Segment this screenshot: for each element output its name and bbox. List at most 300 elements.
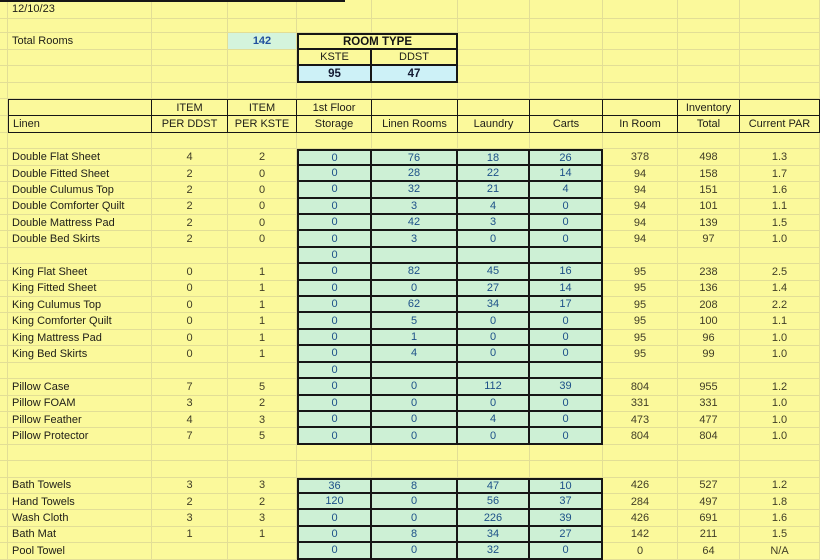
cell-carts[interactable]: [530, 133, 603, 149]
empty-cell[interactable]: [740, 50, 820, 66]
cell-per-kste[interactable]: 2: [228, 149, 297, 165]
empty-cell[interactable]: [297, 83, 372, 99]
cell-per-ddst[interactable]: 4: [152, 149, 228, 165]
cell-current-par[interactable]: 2.5: [740, 264, 820, 280]
cell-laundry[interactable]: 21: [458, 182, 530, 198]
cell-linen-rooms[interactable]: 76: [372, 149, 458, 165]
empty-cell[interactable]: [740, 66, 820, 83]
cell-linen-name[interactable]: Hand Towels: [8, 494, 152, 510]
empty-cell[interactable]: [228, 0, 297, 19]
empty-cell[interactable]: [8, 19, 152, 33]
empty-cell[interactable]: [530, 0, 603, 19]
cell-per-ddst[interactable]: 3: [152, 478, 228, 494]
cell-total[interactable]: 211: [678, 527, 740, 543]
empty-cell[interactable]: [297, 19, 372, 33]
empty-cell[interactable]: [152, 50, 228, 66]
cell-carts[interactable]: 0: [530, 231, 603, 247]
cell-linen-rooms[interactable]: 42: [372, 215, 458, 231]
cell-per-kste[interactable]: 3: [228, 478, 297, 494]
cell-laundry[interactable]: 18: [458, 149, 530, 165]
empty-cell[interactable]: [740, 33, 820, 50]
cell-total[interactable]: [678, 248, 740, 264]
cell-current-par[interactable]: 1.5: [740, 215, 820, 231]
cell-in-room[interactable]: 142: [603, 527, 678, 543]
cell-linen-rooms[interactable]: 32: [372, 182, 458, 198]
empty-cell[interactable]: [603, 19, 678, 33]
total-rooms-label[interactable]: Total Rooms: [8, 33, 152, 50]
cell-per-ddst[interactable]: 0: [152, 264, 228, 280]
cell-storage[interactable]: 0: [297, 412, 372, 428]
empty-cell[interactable]: [530, 50, 603, 66]
cell-carts[interactable]: 14: [530, 166, 603, 182]
cell-per-ddst[interactable]: 0: [152, 313, 228, 329]
cell-laundry[interactable]: 0: [458, 313, 530, 329]
cell-per-ddst[interactable]: [152, 543, 228, 559]
cell-linen-rooms[interactable]: 5: [372, 313, 458, 329]
total-rooms-value[interactable]: 142: [228, 33, 297, 50]
cell-per-ddst[interactable]: [152, 363, 228, 379]
cell-total[interactable]: [678, 133, 740, 149]
cell-laundry[interactable]: 226: [458, 510, 530, 526]
empty-cell[interactable]: [458, 0, 530, 19]
cell-laundry[interactable]: [458, 461, 530, 477]
cell-per-kste[interactable]: 2: [228, 494, 297, 510]
cell-storage[interactable]: 0: [297, 281, 372, 297]
cell-storage[interactable]: 0: [297, 330, 372, 346]
cell-current-par[interactable]: 1.7: [740, 166, 820, 182]
cell-per-kste[interactable]: [228, 543, 297, 559]
cell-storage[interactable]: 0: [297, 248, 372, 264]
cell-linen-name[interactable]: [8, 461, 152, 477]
cell-in-room[interactable]: [603, 363, 678, 379]
cell-storage[interactable]: 0: [297, 363, 372, 379]
cell-linen-name[interactable]: [8, 133, 152, 149]
cell-linen-rooms[interactable]: 1: [372, 330, 458, 346]
cell-per-ddst[interactable]: 2: [152, 166, 228, 182]
empty-cell[interactable]: [8, 66, 152, 83]
header-cell-inventory[interactable]: Inventory: [678, 99, 740, 116]
cell-in-room[interactable]: 95: [603, 281, 678, 297]
cell-current-par[interactable]: 1.3: [740, 149, 820, 165]
cell-per-ddst[interactable]: [152, 445, 228, 461]
cell-linen-rooms[interactable]: [372, 363, 458, 379]
cell-carts[interactable]: 0: [530, 543, 603, 559]
cell-in-room[interactable]: 95: [603, 330, 678, 346]
cell-laundry[interactable]: 4: [458, 412, 530, 428]
cell-per-kste[interactable]: [228, 363, 297, 379]
cell-per-ddst[interactable]: 3: [152, 510, 228, 526]
cell-storage[interactable]: 0: [297, 182, 372, 198]
cell-linen-rooms[interactable]: 0: [372, 543, 458, 559]
cell-in-room[interactable]: [603, 133, 678, 149]
cell-linen-rooms[interactable]: 3: [372, 231, 458, 247]
cell-storage[interactable]: 0: [297, 149, 372, 165]
cell-per-kste[interactable]: 5: [228, 379, 297, 395]
cell-in-room[interactable]: 473: [603, 412, 678, 428]
cell-carts[interactable]: 39: [530, 379, 603, 395]
cell-per-kste[interactable]: 2: [228, 396, 297, 412]
header-cell-storage[interactable]: Storage: [297, 116, 372, 133]
empty-cell[interactable]: [603, 0, 678, 19]
cell-linen-rooms[interactable]: [372, 133, 458, 149]
empty-cell[interactable]: [603, 50, 678, 66]
empty-cell[interactable]: [152, 0, 228, 19]
cell-total[interactable]: 477: [678, 412, 740, 428]
empty-cell[interactable]: [603, 83, 678, 99]
header-cell-blank[interactable]: [372, 99, 458, 116]
cell-storage[interactable]: [297, 461, 372, 477]
cell-linen-name[interactable]: King Bed Skirts: [8, 346, 152, 362]
cell-storage[interactable]: 0: [297, 166, 372, 182]
cell-current-par[interactable]: 1.2: [740, 379, 820, 395]
cell-linen-name[interactable]: King Culumus Top: [8, 297, 152, 313]
empty-cell[interactable]: [228, 83, 297, 99]
cell-laundry[interactable]: 27: [458, 281, 530, 297]
cell-per-kste[interactable]: 1: [228, 313, 297, 329]
cell-carts[interactable]: [530, 363, 603, 379]
cell-carts[interactable]: 0: [530, 330, 603, 346]
cell-current-par[interactable]: [740, 133, 820, 149]
cell-linen-rooms[interactable]: 28: [372, 166, 458, 182]
cell-current-par[interactable]: 1.0: [740, 412, 820, 428]
cell-per-kste[interactable]: 0: [228, 199, 297, 215]
cell-current-par[interactable]: 1.0: [740, 346, 820, 362]
cell-per-kste[interactable]: 0: [228, 231, 297, 247]
cell-carts[interactable]: 0: [530, 199, 603, 215]
cell-per-kste[interactable]: 0: [228, 215, 297, 231]
header-cell-current-par[interactable]: Current PAR: [740, 116, 820, 133]
header-cell-1st-floor[interactable]: 1st Floor: [297, 99, 372, 116]
cell-linen-rooms[interactable]: 0: [372, 396, 458, 412]
cell-in-room[interactable]: 95: [603, 313, 678, 329]
cell-linen-rooms[interactable]: 3: [372, 199, 458, 215]
cell-per-ddst[interactable]: 2: [152, 199, 228, 215]
empty-cell[interactable]: [8, 83, 152, 99]
cell-linen-rooms[interactable]: 0: [372, 428, 458, 444]
cell-per-ddst[interactable]: 2: [152, 215, 228, 231]
empty-cell[interactable]: [152, 83, 228, 99]
cell-in-room[interactable]: 94: [603, 199, 678, 215]
cell-per-kste[interactable]: 5: [228, 428, 297, 444]
cell-storage[interactable]: [297, 445, 372, 461]
cell-carts[interactable]: 14: [530, 281, 603, 297]
empty-cell[interactable]: [228, 50, 297, 66]
cell-linen-rooms[interactable]: 0: [372, 379, 458, 395]
cell-laundry[interactable]: 45: [458, 264, 530, 280]
cell-per-kste[interactable]: 1: [228, 264, 297, 280]
cell-per-ddst[interactable]: 2: [152, 231, 228, 247]
cell-in-room[interactable]: 94: [603, 166, 678, 182]
cell-storage[interactable]: 0: [297, 543, 372, 559]
cell-laundry[interactable]: 56: [458, 494, 530, 510]
cell-linen-name[interactable]: Double Flat Sheet: [8, 149, 152, 165]
cell-total[interactable]: 691: [678, 510, 740, 526]
header-cell-in-room[interactable]: In Room: [603, 116, 678, 133]
cell-linen-rooms[interactable]: 8: [372, 527, 458, 543]
empty-cell[interactable]: [678, 50, 740, 66]
cell-storage[interactable]: 0: [297, 346, 372, 362]
cell-per-kste[interactable]: 1: [228, 330, 297, 346]
kste-count-cell[interactable]: 95: [297, 66, 372, 83]
cell-carts[interactable]: [530, 461, 603, 477]
cell-carts[interactable]: 16: [530, 264, 603, 280]
cell-per-ddst[interactable]: [152, 133, 228, 149]
cell-total[interactable]: 804: [678, 428, 740, 444]
cell-linen-name[interactable]: Double Fitted Sheet: [8, 166, 152, 182]
cell-carts[interactable]: 0: [530, 215, 603, 231]
cell-linen-rooms[interactable]: [372, 445, 458, 461]
cell-linen-rooms[interactable]: 8: [372, 478, 458, 494]
cell-storage[interactable]: 0: [297, 199, 372, 215]
cell-linen-name[interactable]: Double Comforter Quilt: [8, 199, 152, 215]
empty-cell[interactable]: [458, 50, 530, 66]
cell-storage[interactable]: [297, 133, 372, 149]
cell-per-kste[interactable]: 1: [228, 281, 297, 297]
cell-linen-name[interactable]: Pillow FOAM: [8, 396, 152, 412]
cell-storage[interactable]: 0: [297, 231, 372, 247]
cell-per-kste[interactable]: [228, 461, 297, 477]
cell-storage[interactable]: 0: [297, 264, 372, 280]
cell-current-par[interactable]: [740, 363, 820, 379]
empty-cell[interactable]: [603, 33, 678, 50]
cell-linen-name[interactable]: Wash Cloth: [8, 510, 152, 526]
cell-per-kste[interactable]: 3: [228, 510, 297, 526]
empty-cell[interactable]: [458, 19, 530, 33]
cell-current-par[interactable]: 1.6: [740, 510, 820, 526]
cell-per-ddst[interactable]: 4: [152, 412, 228, 428]
cell-per-ddst[interactable]: 0: [152, 346, 228, 362]
cell-per-kste[interactable]: [228, 445, 297, 461]
empty-cell[interactable]: [297, 0, 372, 19]
cell-in-room[interactable]: 331: [603, 396, 678, 412]
cell-carts[interactable]: 0: [530, 428, 603, 444]
cell-in-room[interactable]: 804: [603, 428, 678, 444]
cell-total[interactable]: 158: [678, 166, 740, 182]
empty-cell[interactable]: [678, 0, 740, 19]
cell-per-ddst[interactable]: 3: [152, 396, 228, 412]
cell-laundry[interactable]: 32: [458, 543, 530, 559]
cell-laundry[interactable]: 3: [458, 215, 530, 231]
empty-cell[interactable]: [530, 19, 603, 33]
cell-total[interactable]: 151: [678, 182, 740, 198]
cell-current-par[interactable]: 1.0: [740, 330, 820, 346]
empty-cell[interactable]: [228, 66, 297, 83]
cell-total[interactable]: 97: [678, 231, 740, 247]
cell-carts[interactable]: 17: [530, 297, 603, 313]
cell-linen-rooms[interactable]: 0: [372, 494, 458, 510]
cell-laundry[interactable]: 0: [458, 346, 530, 362]
cell-total[interactable]: 139: [678, 215, 740, 231]
cell-laundry[interactable]: 22: [458, 166, 530, 182]
cell-total[interactable]: 497: [678, 494, 740, 510]
cell-in-room[interactable]: 804: [603, 379, 678, 395]
cell-in-room[interactable]: 426: [603, 478, 678, 494]
cell-in-room[interactable]: 378: [603, 149, 678, 165]
cell-linen-name[interactable]: Bath Mat: [8, 527, 152, 543]
cell-in-room[interactable]: 94: [603, 215, 678, 231]
cell-total[interactable]: 331: [678, 396, 740, 412]
empty-cell[interactable]: [740, 83, 820, 99]
cell-current-par[interactable]: 1.0: [740, 231, 820, 247]
cell-storage[interactable]: 0: [297, 428, 372, 444]
cell-per-kste[interactable]: 1: [228, 346, 297, 362]
cell-carts[interactable]: 10: [530, 478, 603, 494]
cell-total[interactable]: 955: [678, 379, 740, 395]
cell-laundry[interactable]: [458, 248, 530, 264]
cell-current-par[interactable]: 1.5: [740, 527, 820, 543]
header-cell-carts[interactable]: Carts: [530, 116, 603, 133]
cell-in-room[interactable]: 95: [603, 264, 678, 280]
cell-storage[interactable]: 0: [297, 313, 372, 329]
cell-per-ddst[interactable]: 0: [152, 297, 228, 313]
date-cell[interactable]: 12/10/23: [8, 0, 152, 19]
cell-per-kste[interactable]: [228, 248, 297, 264]
empty-cell[interactable]: [372, 0, 458, 19]
empty-cell[interactable]: [530, 66, 603, 83]
header-cell-linen[interactable]: Linen: [8, 116, 152, 133]
cell-current-par[interactable]: [740, 461, 820, 477]
cell-total[interactable]: 64: [678, 543, 740, 559]
cell-linen-name[interactable]: [8, 445, 152, 461]
cell-linen-rooms[interactable]: 0: [372, 510, 458, 526]
cell-linen-rooms[interactable]: 4: [372, 346, 458, 362]
cell-linen-rooms[interactable]: [372, 248, 458, 264]
cell-total[interactable]: [678, 363, 740, 379]
cell-linen-name[interactable]: Double Culumus Top: [8, 182, 152, 198]
cell-in-room[interactable]: 94: [603, 231, 678, 247]
cell-per-ddst[interactable]: 0: [152, 330, 228, 346]
cell-carts[interactable]: 0: [530, 412, 603, 428]
empty-cell[interactable]: [530, 33, 603, 50]
cell-laundry[interactable]: 34: [458, 297, 530, 313]
cell-in-room[interactable]: 284: [603, 494, 678, 510]
cell-total[interactable]: 99: [678, 346, 740, 362]
empty-cell[interactable]: [740, 19, 820, 33]
cell-laundry[interactable]: 0: [458, 231, 530, 247]
empty-cell[interactable]: [458, 83, 530, 99]
empty-cell[interactable]: [740, 0, 820, 19]
empty-cell[interactable]: [458, 66, 530, 83]
cell-per-ddst[interactable]: 7: [152, 379, 228, 395]
cell-in-room[interactable]: [603, 461, 678, 477]
cell-per-kste[interactable]: 3: [228, 412, 297, 428]
cell-total[interactable]: 208: [678, 297, 740, 313]
empty-cell[interactable]: [8, 50, 152, 66]
cell-linen-name[interactable]: King Flat Sheet: [8, 264, 152, 280]
cell-total[interactable]: 96: [678, 330, 740, 346]
cell-current-par[interactable]: 1.8: [740, 494, 820, 510]
cell-per-ddst[interactable]: [152, 461, 228, 477]
cell-carts[interactable]: 27: [530, 527, 603, 543]
cell-current-par[interactable]: 1.4: [740, 281, 820, 297]
cell-current-par[interactable]: 1.6: [740, 182, 820, 198]
cell-laundry[interactable]: 112: [458, 379, 530, 395]
cell-linen-rooms[interactable]: [372, 461, 458, 477]
cell-linen-name[interactable]: King Mattress Pad: [8, 330, 152, 346]
cell-current-par[interactable]: [740, 248, 820, 264]
cell-linen-name[interactable]: Pillow Feather: [8, 412, 152, 428]
empty-cell[interactable]: [603, 66, 678, 83]
header-cell-per-kste[interactable]: PER KSTE: [228, 116, 297, 133]
empty-cell[interactable]: [372, 83, 458, 99]
cell-current-par[interactable]: [740, 445, 820, 461]
cell-linen-name[interactable]: King Comforter Quilt: [8, 313, 152, 329]
cell-carts[interactable]: 37: [530, 494, 603, 510]
header-cell-blank[interactable]: [740, 99, 820, 116]
cell-linen-name[interactable]: Pillow Case: [8, 379, 152, 395]
cell-current-par[interactable]: 2.2: [740, 297, 820, 313]
cell-storage[interactable]: 0: [297, 297, 372, 313]
cell-carts[interactable]: [530, 445, 603, 461]
header-cell-blank[interactable]: [530, 99, 603, 116]
header-cell-per-ddst[interactable]: PER DDST: [152, 116, 228, 133]
empty-cell[interactable]: [678, 66, 740, 83]
room-type-title[interactable]: ROOM TYPE: [297, 33, 458, 50]
ddst-count-cell[interactable]: 47: [372, 66, 458, 83]
cell-total[interactable]: [678, 461, 740, 477]
cell-laundry[interactable]: [458, 133, 530, 149]
cell-storage[interactable]: 0: [297, 379, 372, 395]
cell-laundry[interactable]: [458, 445, 530, 461]
cell-storage[interactable]: 0: [297, 527, 372, 543]
cell-in-room[interactable]: 426: [603, 510, 678, 526]
cell-total[interactable]: 101: [678, 199, 740, 215]
cell-storage[interactable]: 0: [297, 396, 372, 412]
cell-linen-rooms[interactable]: 82: [372, 264, 458, 280]
cell-linen-rooms[interactable]: 0: [372, 412, 458, 428]
cell-current-par[interactable]: 1.1: [740, 313, 820, 329]
cell-per-ddst[interactable]: 2: [152, 494, 228, 510]
empty-cell[interactable]: [228, 19, 297, 33]
header-cell-blank[interactable]: [458, 99, 530, 116]
cell-current-par[interactable]: 1.0: [740, 396, 820, 412]
cell-storage[interactable]: 36: [297, 478, 372, 494]
cell-linen-rooms[interactable]: 62: [372, 297, 458, 313]
cell-per-ddst[interactable]: 2: [152, 182, 228, 198]
cell-per-kste[interactable]: [228, 133, 297, 149]
cell-storage[interactable]: 0: [297, 510, 372, 526]
header-cell-blank[interactable]: [8, 99, 152, 116]
cell-per-kste[interactable]: 0: [228, 166, 297, 182]
cell-linen-name[interactable]: Pool Towel: [8, 543, 152, 559]
cell-in-room[interactable]: 94: [603, 182, 678, 198]
cell-linen-name[interactable]: [8, 363, 152, 379]
cell-total[interactable]: 527: [678, 478, 740, 494]
cell-in-room[interactable]: 95: [603, 346, 678, 362]
empty-cell[interactable]: [678, 19, 740, 33]
header-cell-blank[interactable]: [603, 99, 678, 116]
cell-linen-rooms[interactable]: 0: [372, 281, 458, 297]
cell-total[interactable]: 100: [678, 313, 740, 329]
cell-per-kste[interactable]: 0: [228, 182, 297, 198]
cell-carts[interactable]: 4: [530, 182, 603, 198]
cell-linen-name[interactable]: Double Bed Skirts: [8, 231, 152, 247]
empty-cell[interactable]: [530, 83, 603, 99]
cell-total[interactable]: 136: [678, 281, 740, 297]
cell-carts[interactable]: [530, 248, 603, 264]
cell-linen-name[interactable]: King Fitted Sheet: [8, 281, 152, 297]
cell-carts[interactable]: 0: [530, 313, 603, 329]
empty-cell[interactable]: [152, 66, 228, 83]
cell-carts[interactable]: 26: [530, 149, 603, 165]
header-cell-total[interactable]: Total: [678, 116, 740, 133]
cell-total[interactable]: 238: [678, 264, 740, 280]
cell-current-par[interactable]: N/A: [740, 543, 820, 559]
cell-per-ddst[interactable]: 1: [152, 527, 228, 543]
cell-linen-name[interactable]: Double Mattress Pad: [8, 215, 152, 231]
cell-carts[interactable]: 39: [530, 510, 603, 526]
cell-laundry[interactable]: 47: [458, 478, 530, 494]
